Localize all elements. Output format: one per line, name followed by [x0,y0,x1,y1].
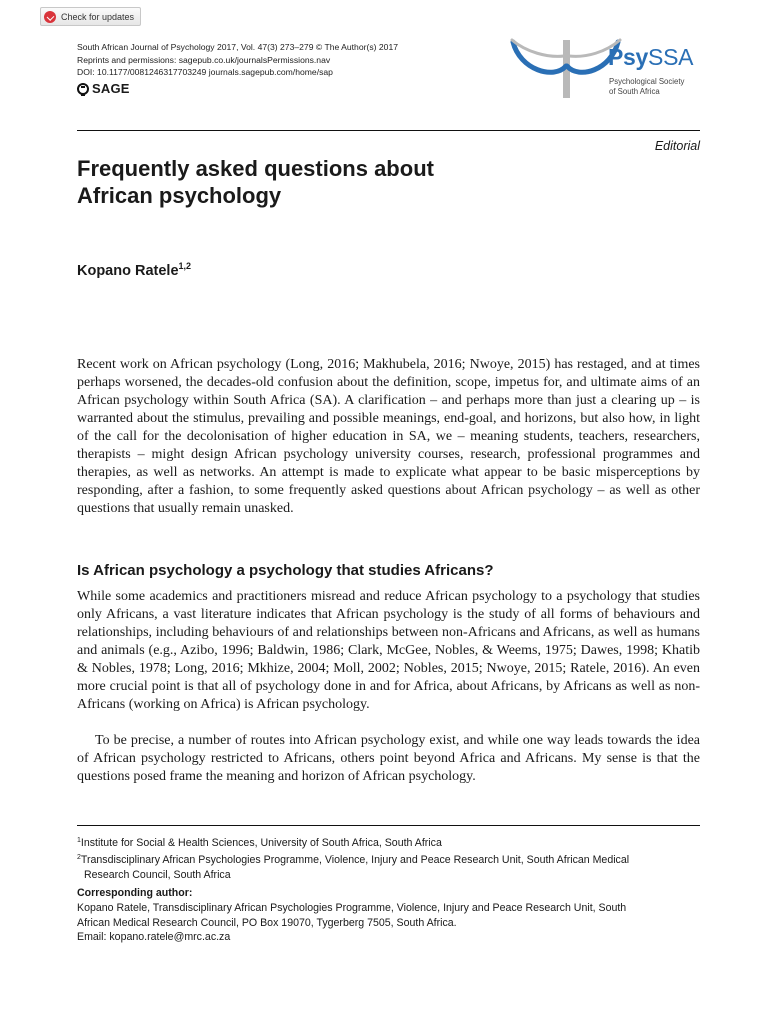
journal-info [77,41,398,79]
author-affiliation-marks: 1,2 [178,261,192,271]
corresponding-author: Corresponding author: Kopano Ratele, Transdisciplinary African Psychologies Programme, Violence, Injury and Peace Research Unit, South African Medical Research Council, PO Box 19070, Tygerberg 7505, South Africa. Email: kopano.ratele@mrc.ac.za [77,886,707,945]
sage-logo-icon [77,83,89,95]
footnotes [77,834,707,882]
journal-citation: South African Journal of Psychology 2017, Vol. 47(3) 273–279 © The Author(s) 2017 [77,42,399,52]
footnote-divider [77,825,700,826]
check-for-updates-button[interactable] [40,7,141,26]
corresponding-email: Email: kopano.ratele@mrc.ac.za [77,931,231,944]
article-title: Frequently asked questions about African psychology [77,156,434,208]
abstract: Recent work on African psychology (Long, 2016; Makhubela, 2016; Nwoye, 2015) has restaged, and at times perhaps worsened, the decades-old confusion about the definition, scope, impetus for, and ultimate aims of an African psychology within South Africa (SA). A clarification – and perhaps more than just a clearing up – is warranted about the stimulus, prevailing and possible meanings, end-goal, and horizons, but also how, in light of the call for the decolonisation of higher education in SA, we – meaning students, teachers, researchers, therapists – might design African psychology university courses, research, professional programmes and therapies, as well as networks. An attempt is made to explicate what appear to be basic misperceptions by responding, after a fashion, to some frequently asked questions about African psychology – as well as other questions that usually remain unasked. [77,357,700,516]
footnote-2-cont: Research Council, South Africa [84,868,231,881]
sage-logo-text: SAGE [92,81,130,96]
paragraph-2: To be precise, a number of routes into African psychology exist, and while one way leads towards the idea of African psychology restricted to Africans, others point beyond Africa and Africans. My sense is that the questions posed frame the meaning and horizon of African psychology. [77,733,700,784]
header-divider [77,130,700,131]
author: Kopano Ratele$^{1,2}$ [77,261,192,279]
corresponding-author-heading: Corresponding author: [77,887,193,899]
crossmark-icon [44,11,56,23]
footnote-1: $^1$Institute for Social & Health Sciences, University of South Africa, South Africa [77,837,442,849]
footnote-2: $^2$Transdisciplinary African Psychologies Programme, Violence, Injury and Peace Research Unit, South African Medical [77,853,630,866]
sage-logo [77,81,130,96]
article-type: Editorial [654,139,700,153]
paragraph-1: While some academics and practitioners misread and reduce African psychology to a psychology that studies only Africans, a vast literature indicates that African psychology is the study of all forms of behaviours and relationships, including behaviours of and relationships between non-Africans and Africans, as well as humans and animals (e.g., Azibo, 1996; Baldwin, 1986; Clark, McGee, Nobles, & Weems, 1975; Dawes, 1998; Khatib & Nobles, 1978; Long, 2016; Mkhize, 2004; Moll, 2002; Nobles, 2015; Nwoye, 2015; Ratele, 2016). An even more crucial point is that all of psychology done in and for Africa, about Africans, by Africans as well as non-Africans (working on Africa) is African psychology. [77,589,700,712]
psyssa-logo-name: PsySSA [608,44,694,70]
psyssa-logo-subtitle: Psychological Society of South Africa [609,77,685,96]
check-for-updates-label: Check for updates [61,11,135,22]
doi-line: DOI: 10.1177/0081246317703249 journals.sagepub.com/home/sap [77,67,333,77]
section-heading: Is African psychology a psychology that studies Africans? [77,562,494,579]
reprints-line: Reprints and permissions: sagepub.co.uk/journalsPermissions.nav [77,54,331,65]
